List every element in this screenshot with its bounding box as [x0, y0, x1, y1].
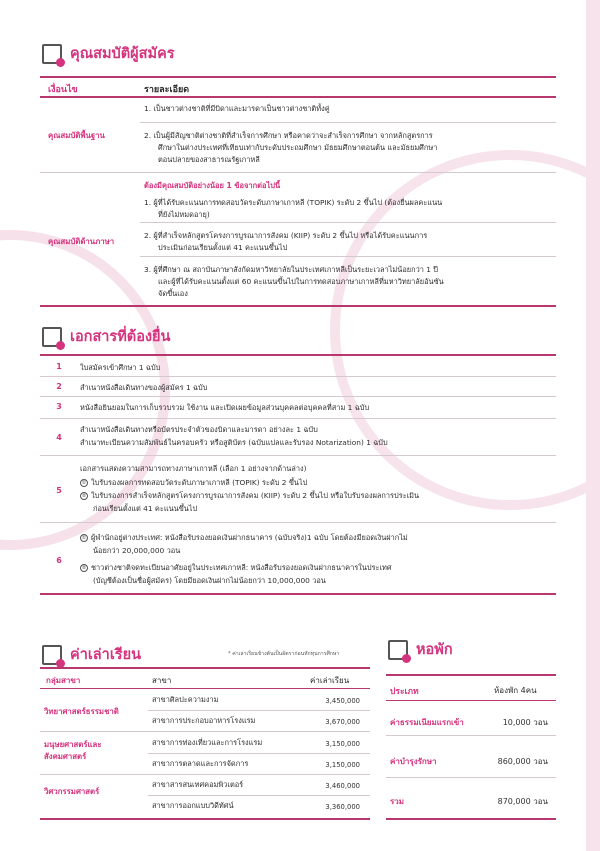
group-humanities-line1: มนุษยศาสตร์และ — [44, 740, 102, 749]
dorm-header-rule — [386, 700, 556, 701]
language-requirement-note: ต้องมีคุณสมบัติอย่างน้อย 1 ข้อจากต่อไปนี้ — [144, 181, 281, 190]
qual-bottom-rule — [40, 305, 556, 307]
doc-item-2: สำเนาหนังสือเดินทางของผู้สมัคร 1 ฉบับ — [80, 383, 208, 392]
doc-number: 1 — [56, 362, 62, 371]
divider — [40, 172, 556, 173]
group-humanities-line2: สังคมศาสตร์ — [44, 752, 87, 761]
divider — [40, 455, 556, 456]
docs-bottom-rule — [40, 593, 556, 595]
documents-header — [42, 325, 170, 348]
lang-item-2-line1: 2. ผู้ที่สำเร็จหลักสูตรโครงการบูรณาการสังคม (KIIP) ระดับ 2 ขึ้นไป หรือได้รับคะแนนการ — [144, 231, 428, 240]
qual-col-condition: เงื่อนไข — [48, 85, 78, 95]
basic-qualification-label: คุณสมบัติพื้นฐาน — [48, 131, 105, 140]
building-icon — [388, 640, 408, 660]
dorm-top-rule — [386, 674, 556, 676]
circled-number: ① — [81, 535, 87, 541]
doc-item-5-option2-text: ใบรับรองการสำเร็จหลักสูตรโครงการบูรณาการสังคม (KIIP) ระดับ 2 ขึ้นไป หรือใบรับรองผลการประเมิน — [91, 491, 420, 500]
divider — [40, 522, 556, 523]
doc-item-1: ใบสมัครเข้าศึกษา 1 ฉบับ — [80, 363, 161, 372]
divider — [40, 774, 370, 775]
tuition-top-rule — [40, 667, 370, 669]
tuition-col-fee: ค่าเล่าเรียน — [310, 676, 350, 685]
dorm-entrance-fee-value: 10,000 วอน — [502, 718, 548, 727]
tuition-header — [42, 643, 141, 666]
divider — [140, 122, 556, 123]
circled-number: ② — [81, 565, 87, 571]
basic-item-2-line2: ศึกษาในต่างประเทศที่เทียบเท่ากับระดับประถมศึกษา มัธยมศึกษาตอนต้น และมัธยมศึกษา — [158, 143, 438, 152]
doc-item-6-option2-text: ชาวต่างชาติจดทะเบียนอาศัยอยู่ในประเทศเกาหลี: หนังสือรับรองยอดเงินฝากธนาคารในประเทศ — [91, 563, 392, 572]
doc-item-5-option2 — [80, 490, 419, 501]
doc-number: 2 — [56, 382, 62, 391]
circled-number: ① — [81, 480, 87, 486]
basic-item-1: 1. เป็นชาวต่างชาติที่มีบิดาและมารดาเป็นชาวต่างชาติทั้งคู่ — [144, 104, 330, 113]
docs-top-rule — [40, 354, 556, 356]
dorm-col-type: ประเภท — [390, 687, 419, 697]
lang-item-3-line3: จัดขึ้นเอง — [158, 289, 188, 298]
qualifications-title: คุณสมบัติผู้สมัคร — [70, 46, 175, 62]
doc-number: 6 — [56, 556, 62, 565]
divider — [40, 731, 370, 732]
divider — [40, 418, 556, 419]
doc-item-6-option2 — [80, 562, 392, 573]
doc-number: 4 — [56, 433, 62, 442]
doc-item-6-option1 — [80, 532, 408, 543]
dorm-bottom-rule — [386, 818, 556, 820]
doc-item-4-line1: สำเนาหนังสือเดินทางหรือบัตรประจำตัวของบิดาและมารดา อย่างละ 1 ฉบับ — [80, 425, 318, 434]
tuition-title: ค่าเล่าเรียน — [70, 647, 141, 663]
qual-header-rule — [40, 96, 556, 98]
qual-col-detail: รายละเอียด — [144, 85, 190, 95]
tuition-bottom-rule — [40, 818, 370, 820]
lang-item-1-line1: 1. ผู้ที่ได้รับคะแนนการทดสอบวัดระดับภาษาเกาหลี (TOPIK) ระดับ 2 ขึ้นไป (ต้องยื่นผลคะแนน — [144, 198, 443, 207]
major-fee: 3,150,000 — [325, 761, 360, 769]
person-document-icon — [42, 44, 62, 64]
qualifications-header — [42, 42, 175, 65]
lang-item-2-line2: ประเมินก่อนเรียนตั้งแต่ 41 คะแนนขึ้นไป — [158, 243, 288, 252]
dorm-maintenance-fee-label: ค่าบำรุงรักษา — [390, 757, 437, 766]
divider — [386, 735, 556, 736]
doc-item-3: หนังสือยินยอมในการเก็บรวบรวม ใช้งาน และเปิดเผยข้อมูลส่วนบุคคลต่อบุคคลที่สาม 1 ฉบับ — [80, 403, 370, 412]
basic-item-2-line3: ตอนปลายของสาธารณรัฐเกาหลี — [158, 155, 260, 164]
tuition-header-rule — [40, 688, 370, 689]
doc-item-5-option2-line2: ก่อนเรียนตั้งแต่ 41 คะแนนขึ้นไป — [93, 504, 198, 513]
major-name: สาขาการตลาดและการจัดการ — [152, 759, 249, 768]
tuition-note: * ค่าเล่าเรียนข้างต้นเป็นอัตราก่อนหักทุนการศึกษา — [228, 651, 340, 657]
dorm-total-label: รวม — [390, 797, 405, 806]
divider — [148, 710, 370, 711]
group-engineering: วิศวกรรมศาสตร์ — [44, 787, 100, 796]
major-fee: 3,150,000 — [325, 740, 360, 748]
dorm-total-value: 870,000 วอน — [497, 797, 548, 806]
basic-item-2-line1: 2. เป็นผู้มีสัญชาติต่างชาติที่สำเร็จการศึกษา หรือคาดว่าจะสำเร็จการศึกษา จากหลักสูตรการ — [144, 131, 433, 140]
doc-number: 5 — [56, 486, 62, 495]
lang-item-1-line2: ที่ยังไม่หมดอายุ) — [158, 210, 210, 219]
major-fee: 3,670,000 — [325, 718, 360, 726]
major-name: สาขาศิลปะความงาม — [152, 695, 219, 704]
major-name: สาขาสารสนเทศคอมพิวเตอร์ — [152, 780, 244, 789]
doc-item-5-option1 — [80, 477, 307, 488]
dorm-col-room: ห้องพัก 4คน — [494, 686, 537, 695]
major-name: สาขาการท่องเที่ยวและการโรงแรม — [152, 738, 263, 747]
divider — [386, 777, 556, 778]
dorm-header — [388, 638, 453, 661]
money-icon — [42, 645, 62, 665]
major-name: สาขาการประกอบอาหารโรงแรม — [152, 716, 256, 725]
tuition-col-major: สาขา — [152, 676, 172, 685]
major-name: สาขาการออกแบบวิดีทัศน์ — [152, 801, 234, 810]
major-fee: 3,460,000 — [325, 782, 360, 790]
language-qualification-label: คุณสมบัติด้านภาษา — [48, 237, 115, 246]
right-decor-band — [586, 0, 600, 851]
documents-title: เอกสารที่ต้องยื่น — [70, 329, 171, 345]
lang-item-3-line1: 3. ผู้ที่ศึกษา ณ สถาบันภาษาสังกัดมหาวิทยาลัยในประเทศเกาหลีเป็นระยะเวลาไม่น้อยกว่า 1 ปี — [144, 265, 438, 274]
doc-number: 3 — [56, 402, 62, 411]
dorm-maintenance-fee-value: 860,000 วอน — [497, 757, 548, 766]
divider — [140, 256, 556, 257]
divider — [40, 376, 556, 377]
divider — [148, 753, 370, 754]
major-fee: 3,360,000 — [325, 803, 360, 811]
document-pen-icon — [42, 327, 62, 347]
doc-item-5-heading: เอกสารแสดงความสามารถทางภาษาเกาหลี (เลือก 1 อย่างจากด้านล่าง) — [80, 464, 307, 473]
doc-item-6-option2-line2: (บัญชีต้องเป็นชื่อผู้สมัคร) โดยมียอดเงินฝากไม่น้อยกว่า 10,000,000 วอน — [93, 576, 326, 585]
doc-item-6-option1-line2: น้อยกว่า 20,000,000 วอน — [93, 546, 181, 555]
tuition-col-group: กลุ่มสาขา — [46, 676, 81, 685]
divider — [140, 222, 556, 223]
divider — [40, 396, 556, 397]
major-fee: 3,450,000 — [325, 697, 360, 705]
circled-number: ② — [81, 493, 87, 499]
dorm-title: หอพัก — [416, 642, 453, 658]
qual-top-rule — [40, 76, 556, 78]
group-natural-science: วิทยาศาสตร์ธรรมชาติ — [44, 707, 119, 716]
lang-item-3-line2: และผู้ที่ได้รับคะแนนตั้งแต่ 60 คะแนนขึ้นไปในการทดสอบภาษาเกาหลีที่มหาวิทยาลัยอันซัน — [158, 277, 444, 286]
doc-item-5-option1-text: ใบรับรองผลการทดสอบวัดระดับภาษาเกาหลี (TOPIK) ระดับ 2 ขึ้นไป — [91, 478, 308, 487]
dorm-entrance-fee-label: ค่าธรรมเนียมแรกเข้า — [390, 718, 464, 727]
doc-item-4-line2: สำเนาทะเบียนความสัมพันธ์ในครอบครัว หรือสูติบัตร (ฉบับแปลและรับรอง Notarization) 1 ฉบับ — [80, 438, 388, 447]
doc-item-6-option1-text: ผู้พำนักอยู่ต่างประเทศ: หนังสือรับรองยอดเงินฝากธนาคาร (ฉบับจริง)1 ฉบับ โดยต้องมียอดเงินฝากไม่ — [91, 533, 408, 542]
divider — [148, 795, 370, 796]
